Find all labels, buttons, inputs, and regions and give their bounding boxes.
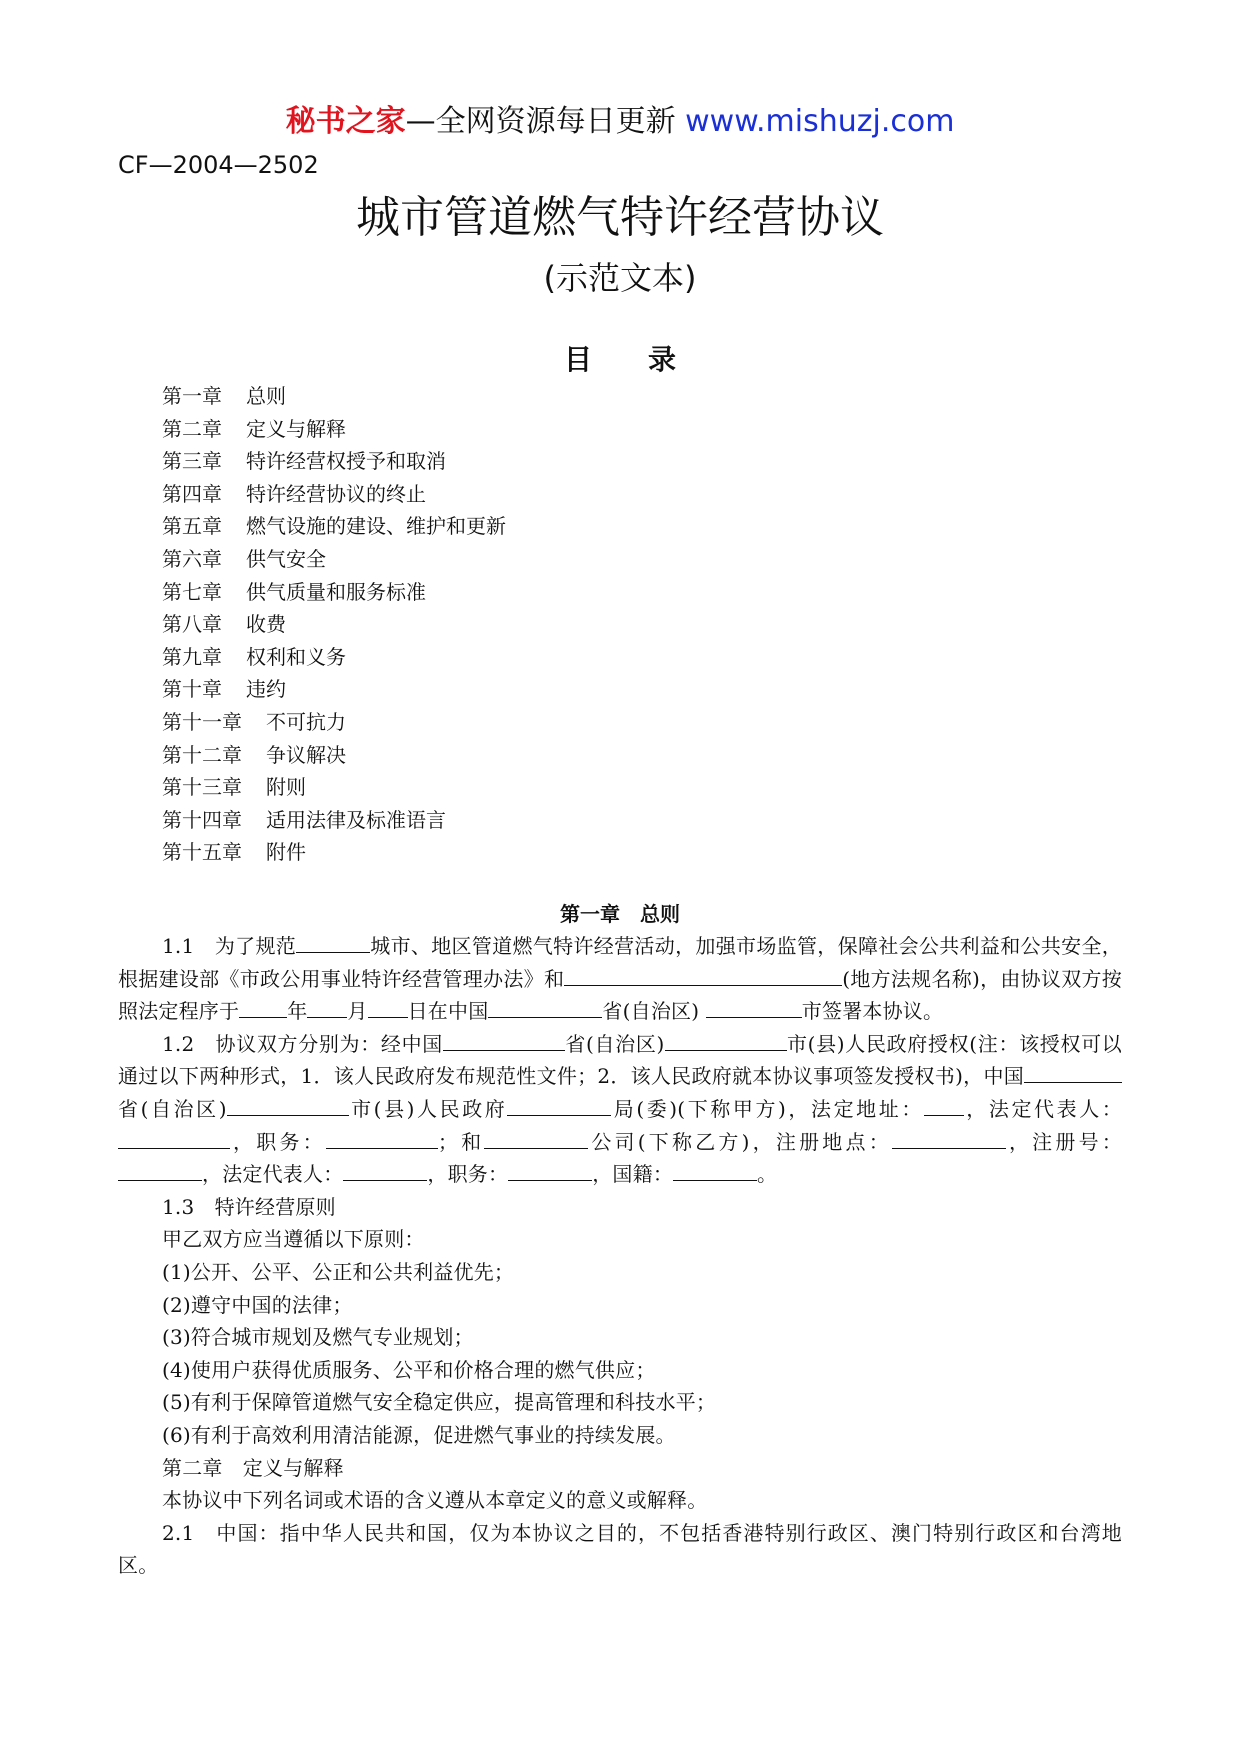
banner-tagline: —全网资源每日更新	[405, 104, 686, 139]
principle-item: (5)有利于保障管道燃气安全稳定供应，提高管理和科技水平；	[162, 1390, 717, 1415]
fill-in-blank[interactable]	[892, 1128, 1006, 1149]
toc-chapter-number: 第二章	[162, 416, 222, 441]
clause-1-3-heading: 1.3 特许经营原则	[162, 1194, 336, 1219]
toc-chapter-title: 特许经营协议的终止	[246, 481, 426, 506]
toc-chapter-title: 附件	[266, 840, 306, 865]
toc-item	[162, 478, 506, 511]
document-body	[118, 930, 1122, 1582]
toc-item	[162, 445, 506, 478]
toc-item	[162, 576, 506, 609]
fill-in-blank[interactable]	[706, 997, 802, 1018]
principle-item: (2)遵守中国的法律；	[162, 1292, 353, 1317]
fill-in-blank[interactable]	[1024, 1062, 1122, 1083]
toc-chapter-title: 不可抗力	[266, 709, 346, 734]
document-title: 城市管道燃气特许经营协议	[356, 192, 884, 243]
toc-chapter-title: 燃气设施的建设、维护和更新	[246, 514, 506, 539]
fill-in-blank[interactable]	[564, 965, 842, 986]
clause-2-1: 2.1 中国：指中华人民共和国，仅为本协议之目的，不包括香港特别行政区、澳门特别行政区和台湾地区。	[118, 1520, 1122, 1578]
chapter-2-heading: 第二章 定义与解释	[162, 1455, 344, 1480]
principle-item: (4)使用户获得优质服务、公平和价格合理的燃气供应；	[162, 1357, 656, 1382]
toc-chapter-number: 第十一章	[162, 709, 242, 734]
fill-in-blank[interactable]	[673, 1160, 757, 1181]
fill-in-blank[interactable]	[239, 997, 287, 1018]
toc-item	[162, 543, 506, 576]
toc-item	[162, 706, 506, 739]
clause-1-3-intro: 甲乙双方应当遵循以下原则：	[162, 1227, 425, 1252]
toc-chapter-number: 第十二章	[162, 742, 242, 767]
toc-chapter-title: 供气安全	[246, 546, 326, 571]
toc-chapter-number: 第三章	[162, 449, 222, 474]
document-subtitle: (示范文本)	[543, 259, 697, 297]
fill-in-blank[interactable]	[343, 1160, 427, 1181]
fill-in-blank[interactable]	[924, 1095, 964, 1116]
principle-item: (3)符合城市规划及燃气专业规划；	[162, 1325, 474, 1350]
fill-in-blank[interactable]	[443, 1030, 565, 1051]
toc-item	[162, 641, 506, 674]
toc-chapter-number: 第一章	[162, 384, 222, 408]
toc-item	[162, 673, 506, 706]
toc-chapter-number: 第十五章	[162, 840, 242, 865]
toc-chapter-title: 附则	[266, 775, 306, 800]
document-code: CF—2004—2502	[118, 151, 319, 179]
principle-item: (1)公开、公平、公正和公共利益优先；	[162, 1259, 515, 1284]
fill-in-blank[interactable]	[488, 997, 602, 1018]
fill-in-blank[interactable]	[227, 1095, 349, 1116]
fill-in-blank[interactable]	[296, 932, 370, 953]
toc-item	[162, 836, 506, 869]
fill-in-blank[interactable]	[118, 1160, 202, 1181]
toc-chapter-title: 特许经营权授予和取消	[246, 449, 446, 474]
toc-chapter-title: 总则	[246, 384, 286, 408]
fill-in-blank[interactable]	[118, 1128, 230, 1149]
toc-chapter-number: 第九章	[162, 644, 222, 669]
fill-in-blank[interactable]	[665, 1030, 787, 1051]
toc-heading: 目 录	[563, 343, 676, 376]
toc-item	[162, 804, 506, 837]
clause-1-2: 1.2 协议双方分别为：经中国 省(自治区) 市(县)人民政府授权(注：该授权可以通过以下两种形式，1．该人民政府发布规范性文件；2．该人民政府就本协议事项签发授权书)，中国省(自治区) 市(县)人民政府 局(委)(下称甲方)，法定地址： ，法定代表人：，职务： ；和 公司(下称乙方)，注册地点： ，注册号：，法定代表人： ，职务： ，国籍： 。	[118, 1031, 1123, 1187]
toc-chapter-title: 权利和义务	[246, 644, 346, 669]
chapter-heading: 第一章 总则	[560, 902, 680, 926]
toc-chapter-number: 第八章	[162, 612, 222, 637]
fill-in-blank[interactable]	[507, 1095, 611, 1116]
toc-item	[162, 739, 506, 772]
toc-chapter-title: 适用法律及标准语言	[266, 807, 446, 832]
toc-chapter-number: 第六章	[162, 546, 222, 571]
banner-url[interactable]: www.mishuzj.com	[685, 104, 955, 139]
clause-1-1: 1.1 为了规范 城市、地区管道燃气特许经营活动，加强市场监管，保障社会公共利益和公共安全，根据建设部《市政公用事业特许经营管理办法》和 (地方法规名称)，由协议双方按照法定程序于 年 月 日在中国 省(自治区) 市签署本协议。	[118, 934, 1123, 1024]
fill-in-blank[interactable]	[484, 1128, 588, 1149]
fill-in-blank[interactable]	[368, 997, 408, 1018]
toc-chapter-title: 争议解决	[266, 742, 346, 767]
toc-chapter-number: 第十章	[162, 677, 222, 702]
toc-chapter-title: 收费	[246, 612, 286, 637]
toc-item	[162, 413, 506, 446]
toc-chapter-title: 定义与解释	[246, 416, 346, 441]
table-of-contents	[162, 380, 506, 869]
fill-in-blank[interactable]	[326, 1128, 438, 1149]
toc-item	[162, 771, 506, 804]
toc-chapter-number: 第十三章	[162, 775, 242, 800]
toc-item	[162, 608, 506, 641]
fill-in-blank[interactable]	[508, 1160, 592, 1181]
toc-chapter-number: 第五章	[162, 514, 222, 539]
toc-chapter-number: 第七章	[162, 579, 222, 604]
site-banner	[0, 100, 1240, 144]
toc-chapter-number: 第十四章	[162, 807, 242, 832]
principle-item: (6)有利于高效利用清洁能源，促进燃气事业的持续发展。	[162, 1422, 676, 1447]
chapter-2-intro: 本协议中下列名词或术语的含义遵从本章定义的意义或解释。	[162, 1488, 708, 1513]
toc-chapter-number: 第四章	[162, 481, 222, 506]
banner-brand: 秘书之家	[285, 104, 406, 139]
toc-chapter-title: 违约	[246, 677, 286, 702]
toc-item	[162, 380, 506, 413]
toc-item	[162, 510, 506, 543]
toc-chapter-title: 供气质量和服务标准	[246, 579, 426, 604]
fill-in-blank[interactable]	[307, 997, 347, 1018]
